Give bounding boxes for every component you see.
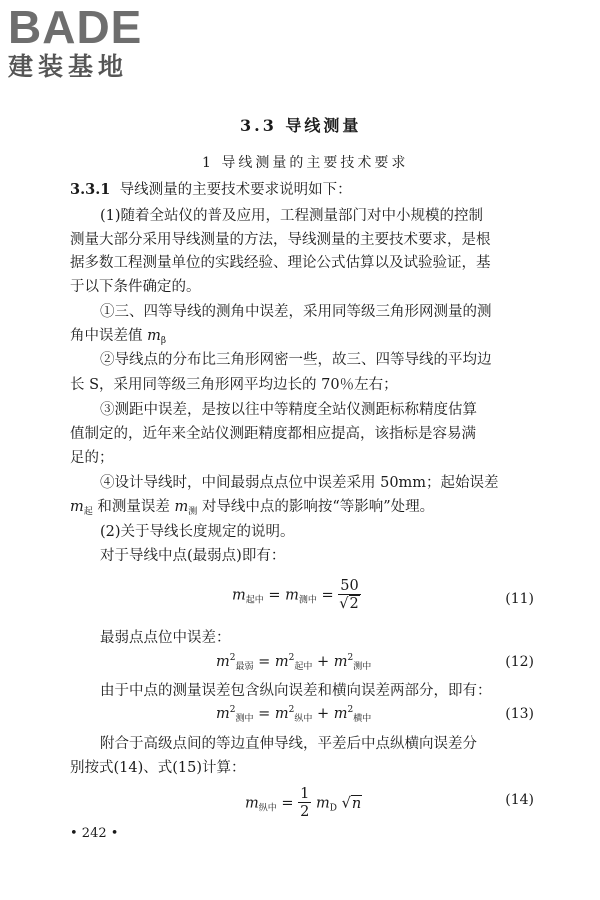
para4: 最弱点点位中误差： bbox=[100, 630, 231, 646]
para1-line2: 测量大部分采用导线测量的方法，导线测量的主要技术要求，是根 bbox=[70, 232, 491, 248]
para5: 由于中点的测量误差包含纵向误差和横向误差两部分，即有： bbox=[100, 683, 492, 699]
clause-text: 导线测量的主要技术要求说明如下： bbox=[119, 182, 352, 198]
section-title: 3.3 导线测量 bbox=[240, 116, 362, 135]
para2: (2)关于导线长度规定的说明。 bbox=[100, 524, 295, 540]
bade-logo bbox=[8, 1, 178, 82]
clause-number: 3.3.1 bbox=[70, 181, 111, 198]
item3-line3: 足的； bbox=[70, 450, 114, 466]
para1-line1: (1)随着全站仪的普及应用，工程测量部门对中小规模的控制 bbox=[100, 208, 484, 224]
para1-line4: 于以下条件确定的。 bbox=[70, 279, 201, 295]
clause-3-3-1 bbox=[70, 180, 352, 200]
equation-11-number: (11) bbox=[505, 591, 534, 607]
equation-13: $m^2_{测中} = m^2_{纵中} + m^2_{横中}$ bbox=[216, 705, 372, 724]
equation-11: $m_{起中} = m_{测中}$ = $\frac{50}{√2}$ bbox=[232, 578, 359, 612]
para1-line3: 据多数工程测量单位的实践经验、理论公式估算以及试验验证，基 bbox=[70, 255, 491, 271]
logo-brand: BADE bbox=[8, 1, 143, 53]
item2-line1: ②导线点的分布比三角形网密一些，故三、四等导线的平均边 bbox=[100, 352, 492, 368]
equation-12: $m^2_{最弱} = m^2_{起中} + m^2_{测中}$ bbox=[216, 653, 372, 672]
item4-line1: ④设计导线时，中间最弱点点位中误差采用 50mm；起始误差 bbox=[100, 475, 499, 491]
item2-line2: 长 S，采用同等级三角形网平均边长的 70％左右； bbox=[70, 377, 398, 393]
item1-line1: ①三、四等导线的测角中误差，采用同等级三角形网测量的测 bbox=[100, 304, 492, 320]
page-number: • 242 • bbox=[70, 826, 119, 841]
equation-14-number: (14) bbox=[505, 792, 534, 808]
item4-line2: $m_起$ 和测量误差 $m_测$ 对导线中点的影响按“等影响”处理。 bbox=[70, 499, 435, 517]
logo-tagline: 建装基地 bbox=[8, 52, 129, 81]
item3-line2: 值制定的，近年来全站仪测距精度都相应提高，该指标是容易满 bbox=[70, 426, 476, 442]
subsection-title: 1 导线测量的主要技术要求 bbox=[202, 155, 409, 171]
para6-line1: 附合于高级点间的等边直伸导线，平差后中点纵横向误差分 bbox=[100, 736, 477, 752]
item3-line1: ③测距中误差，是按以往中等精度全站仪测距标称精度估算 bbox=[100, 402, 477, 418]
equation-12-number: (12) bbox=[505, 654, 534, 670]
item1-line2: 角中误差值 $m_\beta$ bbox=[70, 328, 167, 346]
para6-line2: 别按式(14)、式(15)计算： bbox=[70, 760, 246, 776]
equation-13-number: (13) bbox=[505, 706, 534, 722]
equation-14: $m_{纵中}$ = $\frac{1}{2}$ $m_D$ √n bbox=[245, 786, 362, 820]
para3: 对于导线中点(最弱点)即有： bbox=[100, 548, 286, 564]
